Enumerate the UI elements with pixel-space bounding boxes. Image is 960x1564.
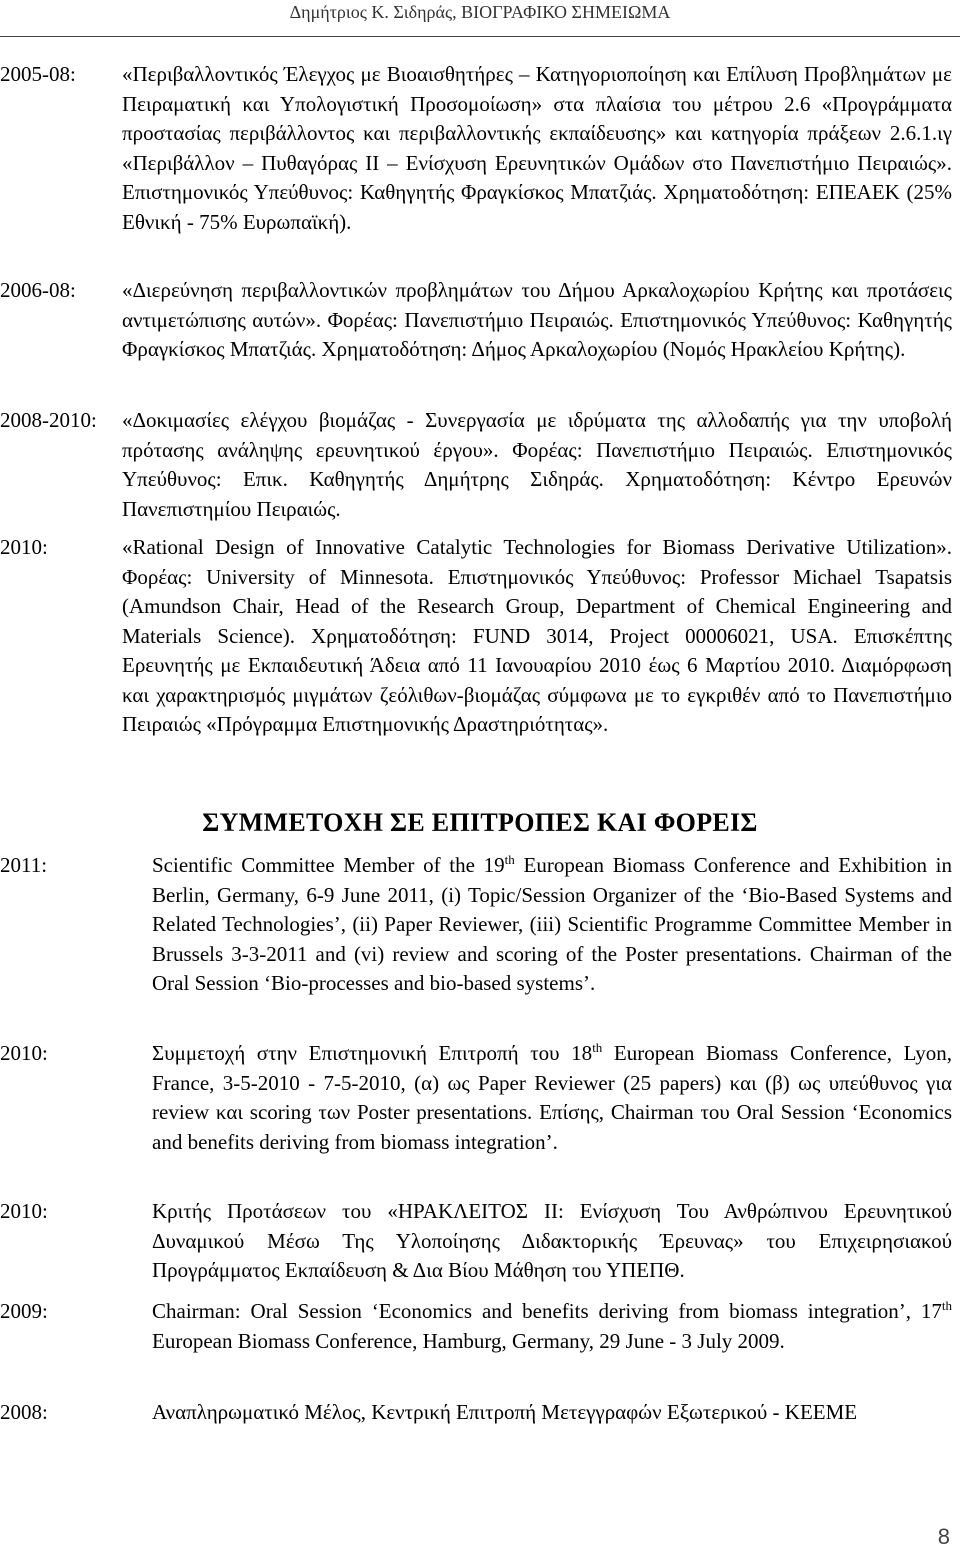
project-entry — [0, 60, 952, 237]
entry-text — [0, 1039, 952, 1157]
page-number: 8 — [937, 1524, 950, 1549]
entry-text-main: Scientific Committee Member of the 19 — [152, 853, 505, 877]
entry-text-cont: European Biomass Conference, Hamburg, Germany, 29 June - 3 July 2009. — [152, 1328, 785, 1353]
entry-text — [0, 1197, 952, 1286]
entry-text: «Διερεύνηση περιβαλλοντικών προβλημάτων του Δήμου Αρκαλοχωρίου Κρήτης και προτάσεις αντιμετώπισης αυτών». Φορέας: Πανεπιστήμιο Πειραιώς. Επιστημονικός Υπεύθυνος: Καθηγητής Φραγκίσκος Μπατζιάς. Χρηματοδότηση: Δήμος Αρκαλοχωρίου (Νομός Ηρακλείου Κρήτης). — [122, 278, 952, 361]
committee-entry — [0, 851, 952, 999]
ordinal-suffix: th — [504, 852, 515, 867]
entry-text-main: Κριτής Προτάσεων του «ΗΡΑΚΛΕΙΤΟΣ ΙΙ: Ενίσχυση Του Ανθρώπινου Ερευνητικού Δυναμικού Μέσω Της Υλοποίησης Διδακτορικής Έρευνας» του Επιχειρησιακού Προγράμματος Εκπαίδευση & Δια Βίου Μάθηση του ΥΠΕΠΘ. — [152, 1199, 952, 1282]
entry-text-main: Συμμετοχή στην Επιστημονική Επιτροπή του 18 — [152, 1041, 593, 1065]
entry-text-cont: European Biomass Conference and Exhibition in Berlin, Germany, 6-9 June 2011, (i) Topic/Session Organizer of the ‘Bio-Based Systems and Related Technologies’, (ii) Paper Reviewer, (iii) Scientific Programme Committee Member in Brussels 3-3-2011 and (vi) review and scoring of the Poster presentations. Chairman of the Oral Session ‘Bio-processes and bio-based systems’. — [152, 853, 952, 995]
entry-year: 2008-2010: — [0, 408, 97, 432]
entry-year: 2010: — [0, 1199, 48, 1223]
entry-year: 2005-08: — [0, 62, 76, 86]
entry-year: 2011: — [0, 853, 48, 877]
ordinal-suffix: th — [941, 1298, 952, 1313]
entry-text-main: Chairman: Oral Session ‘Economics and benefits deriving from biomass integration’, 17 — [152, 1299, 942, 1323]
project-entry — [0, 533, 952, 740]
entry-year: 2010: — [0, 1041, 48, 1065]
entry-text-cont: European Biomass Conference, Lyon, France, 3-5-2010 - 7-5-2010, (α) ως Paper Reviewer (25 papers) και (β) ως υπεύθυνος για review και scoring των Poster presentations. Επίσης, Chairman του Oral Session ‘Economics and benefits deriving from biomass integration’. — [152, 1041, 952, 1154]
entry-text: «Δοκιμασίες ελέγχου βιομάζας - Συνεργασία με ιδρύματα της αλλοδαπής για την υποβολή πρότασης ανάληψης ερευνητικού έργου». Φορέας: Πανεπιστήμιο Πειραιώς. Επιστημονικός Υπεύθυνος: Επικ. Καθηγητής Δημήτρης Σιδηράς. Χρηματοδότηση: Κέντρο Ερευνών Πανεπιστημίου Πειραιώς. — [122, 408, 952, 521]
committee-entry — [0, 1039, 952, 1157]
entry-text — [0, 1398, 952, 1428]
entry-text — [0, 851, 952, 999]
committee-entry — [0, 1398, 952, 1428]
entry-year: 2010: — [0, 535, 48, 559]
entry-year: 2009: — [0, 1299, 48, 1323]
entry-text: «Rational Design of Innovative Catalytic Technologies for Biomass Derivative Utilization». Φορέας: University of Minnesota. Επιστημονικός Υπεύθυνος: Professor Michael Tsapatsis (Amundson Chair, Head of the Research Group, Department of Chemical Engineering and Materials Science). Χρηματοδότηση: FUND 3014, Project 00006021, USA. Επισκέπτης Ερευνητής με Εκπαιδευτική Άδεια από 11 Ιανουαρίου 2010 έως 6 Μαρτίου 2010. Διαμόρφωση και χαρακτηρισμός μιγμάτων ζεόλιθων-βιομάζας σύμφωνα με το εγκριθέν από το Πανεπιστήμιο Πειραιώς «Πρόγραμμα Επιστημονικής Δραστηριότητας». — [122, 535, 952, 736]
committee-entry — [0, 1197, 952, 1286]
project-entry — [0, 406, 952, 524]
header-divider — [0, 36, 960, 37]
entry-year: 2008: — [0, 1400, 48, 1424]
project-entry — [0, 276, 952, 365]
running-header: Δημήτριος Κ. Σιδηράς, ΒΙΟΓΡΑΦΙΚΟ ΣΗΜΕΙΩΜΑ — [289, 2, 671, 22]
section-heading: ΣΥΜΜΕΤΟΧΗ ΣΕ ΕΠΙΤΡΟΠΕΣ ΚΑΙ ΦΟΡΕΙΣ — [202, 808, 758, 837]
ordinal-suffix: th — [592, 1040, 603, 1055]
committee-entry — [0, 1297, 952, 1356]
entry-text-main: Αναπληρωματικό Μέλος, Κεντρική Επιτροπή Μετεγγραφών Εξωτερικού - ΚΕΕΜΕ — [152, 1400, 858, 1424]
entry-text — [0, 1297, 952, 1356]
entry-year: 2006-08: — [0, 278, 76, 302]
entry-text: «Περιβαλλοντικός Έλεγχος με Βιοαισθητήρες – Κατηγοριοποίηση και Επίλυση Προβλημάτων με Πειραματική και Υπολογιστική Προσομοίωση» στα πλαίσια του μέτρου 2.6 «Προγράμματα προστασίας περιβάλλοντος και περιβαλλοντικής εκπαίδευσης» και κατηγορία πράξεων 2.6.1.ιγ «Περιβάλλον – Πυθαγόρας ΙΙ – Ενίσχυση Ερευνητικών Ομάδων στο Πανεπιστήμιο Πειραιώς». Επιστημονικός Υπεύθυνος: Καθηγητής Φραγκίσκος Μπατζιάς. Χρηματοδότηση: ΕΠΕΑΕΚ (25% Εθνική - 75% Ευρωπαϊκή). — [122, 62, 952, 234]
